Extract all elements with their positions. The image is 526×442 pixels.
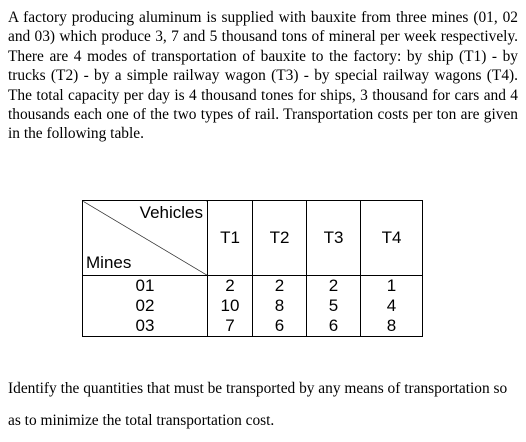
cost-cell: 6 <box>307 316 361 337</box>
question-statement: Identify the quantities that must be transported by any means of transportation so as to minimize the total transportation cost. <box>8 380 508 429</box>
mine-label: 02 <box>83 296 208 316</box>
vehicles-header: Vehicles <box>139 203 203 222</box>
cost-cell: 2 <box>208 276 253 297</box>
mine-label: 03 <box>83 316 208 337</box>
cost-cell: 5 <box>307 296 361 316</box>
column-header-t2: T2 <box>253 201 307 276</box>
column-header-t4: T4 <box>361 201 423 276</box>
table-corner-cell <box>83 201 208 276</box>
table-row-mine-03 <box>83 316 423 337</box>
cost-cell: 10 <box>208 296 253 316</box>
transport-cost-table <box>82 200 423 337</box>
cost-cell: 7 <box>208 316 253 337</box>
column-header-t1: T1 <box>208 201 253 276</box>
cost-cell: 2 <box>307 276 361 297</box>
cost-cell: 8 <box>361 316 423 337</box>
mines-header: Mines <box>86 253 132 272</box>
cost-cell: 6 <box>253 316 307 337</box>
table-row-mine-02 <box>83 296 423 316</box>
cost-cell: 4 <box>361 296 423 316</box>
column-header-t3: T3 <box>307 201 361 276</box>
mine-label: 01 <box>83 276 208 297</box>
cost-cell: 2 <box>253 276 307 297</box>
problem-statement: A factory producing aluminum is supplied with bauxite from three mines (01, 02 and 03) which produce 3, 7 and 5 thousand tons of mineral per week respectively. There are 4 modes of transportation of bauxite to the factory: by ship (T1) - by trucks (T2) - by a simple railway wagon (T3) - by special railway wagons (T4). The total capacity per day is 4 thousand tones for ships, 3 thousand for cars and 4 thousands each one of the two types of rail. Transportation costs per ton are given in the following table. <box>8 9 518 143</box>
table-header-row <box>83 201 423 276</box>
cost-cell: 1 <box>361 276 423 297</box>
table-row-mine-01 <box>83 276 423 297</box>
cost-cell: 8 <box>253 296 307 316</box>
